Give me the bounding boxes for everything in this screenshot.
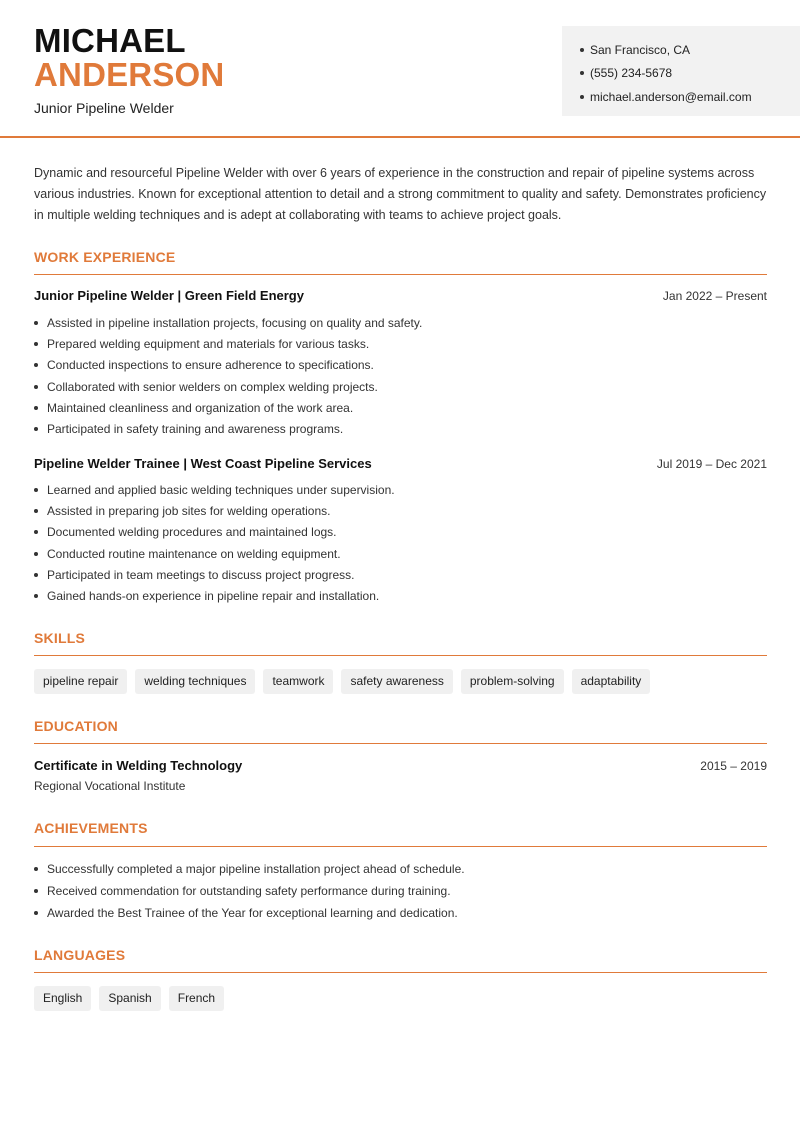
- bullet-icon: [34, 406, 38, 410]
- bullet-icon: [34, 385, 38, 389]
- contact-email-text: michael.anderson@email.com: [590, 89, 752, 104]
- achievements-heading: ACHIEVEMENTS: [34, 820, 148, 836]
- list-item: [34, 418, 767, 439]
- list-item-text: Documented welding procedures and maintained logs.: [47, 525, 337, 540]
- contact-location: [580, 38, 800, 62]
- skill-chip: adaptability: [572, 669, 651, 694]
- contact-box: [562, 26, 800, 116]
- skills-heading: SKILLS: [34, 630, 85, 646]
- education-entry-header: [34, 758, 767, 773]
- education-dates: 2015 – 2019: [700, 758, 767, 773]
- list-item: [34, 355, 767, 376]
- section-divider: [34, 743, 767, 744]
- degree-title: Certificate in Welding Technology: [34, 758, 243, 773]
- job-entry-1-bullets: [34, 312, 767, 440]
- bullet-icon: [34, 594, 38, 598]
- bullet-icon: [580, 48, 584, 52]
- list-item: [34, 564, 767, 585]
- language-chip: English: [34, 986, 91, 1011]
- list-item-text: Assisted in pipeline installation projects, focusing on quality and safety.: [47, 315, 423, 330]
- list-item-text: Participated in team meetings to discuss project progress.: [47, 567, 355, 582]
- list-item: [34, 479, 767, 500]
- work-experience-heading: WORK EXPERIENCE: [34, 249, 176, 265]
- list-item-text: Received commendation for outstanding safety performance during training.: [47, 884, 451, 898]
- school-name: Regional Vocational Institute: [34, 779, 186, 793]
- list-item: [34, 902, 767, 924]
- job-title: Junior Pipeline Welder: [34, 100, 174, 116]
- list-item-text: Successfully completed a major pipeline installation project ahead of schedule.: [47, 862, 465, 876]
- languages-heading: LANGUAGES: [34, 947, 126, 963]
- language-chip: French: [169, 986, 224, 1011]
- job-entry-1-header: [34, 288, 767, 303]
- skill-chip: problem-solving: [461, 669, 564, 694]
- skill-chip: pipeline repair: [34, 669, 127, 694]
- bullet-icon: [34, 889, 38, 893]
- last-name: ANDERSON: [34, 56, 225, 93]
- resume-header: [0, 0, 800, 138]
- section-divider: [34, 274, 767, 275]
- job-role: Pipeline Welder Trainee | West Coast Pipeline Services: [34, 456, 372, 471]
- list-item-text: Gained hands-on experience in pipeline repair and installation.: [47, 589, 380, 604]
- job-entry-2-header: [34, 456, 767, 471]
- list-item: [34, 522, 767, 543]
- languages-list: [34, 986, 224, 1011]
- bullet-icon: [580, 95, 584, 99]
- education-heading: EDUCATION: [34, 718, 118, 734]
- list-item: [34, 312, 767, 333]
- list-item-text: Participated in safety training and awareness programs.: [47, 422, 344, 437]
- list-item-text: Assisted in preparing job sites for welding operations.: [47, 503, 331, 518]
- section-divider: [34, 846, 767, 847]
- job-role: Junior Pipeline Welder | Green Field Energy: [34, 288, 304, 303]
- contact-phone: [580, 62, 800, 86]
- bullet-icon: [34, 867, 38, 871]
- bullet-icon: [34, 509, 38, 513]
- list-item-text: Collaborated with senior welders on complex welding projects.: [47, 379, 378, 394]
- bullet-icon: [580, 71, 584, 75]
- list-item: [34, 500, 767, 521]
- bullet-icon: [34, 427, 38, 431]
- list-item: [34, 585, 767, 606]
- list-item: [34, 880, 767, 902]
- language-chip: Spanish: [99, 986, 160, 1011]
- job-dates: Jan 2022 – Present: [662, 288, 767, 303]
- first-name: MICHAEL: [34, 22, 186, 59]
- skill-chip: safety awareness: [341, 669, 452, 694]
- list-item: [34, 397, 767, 418]
- list-item: [34, 858, 767, 880]
- bullet-icon: [34, 530, 38, 534]
- list-item-text: Conducted routine maintenance on welding equipment.: [47, 546, 341, 561]
- summary: Dynamic and resourceful Pipeline Welder with over 6 years of experience in the construction and repair of pipeline systems across various industries. Known for exceptional attention to detail and a strong commitment to quality and safety. Demonstrates proficiency in multiple welding techniques and is adept at collaborating with teams to achieve project goals.: [34, 166, 767, 222]
- bullet-icon: [34, 911, 38, 915]
- contact-email: [580, 85, 800, 109]
- list-item-text: Awarded the Best Trainee of the Year for exceptional learning and dedication.: [47, 906, 458, 920]
- skills-list: [34, 669, 650, 694]
- contact-phone-text: (555) 234-5678: [590, 66, 673, 81]
- job-dates: Jul 2019 – Dec 2021: [656, 456, 767, 471]
- contact-location-text: San Francisco, CA: [590, 42, 691, 57]
- skill-chip: teamwork: [263, 669, 333, 694]
- skill-chip: welding techniques: [135, 669, 255, 694]
- bullet-icon: [34, 552, 38, 556]
- list-item-text: Prepared welding equipment and materials for various tasks.: [47, 336, 370, 351]
- list-item-text: Maintained cleanliness and organization of the work area.: [47, 400, 354, 415]
- section-divider: [34, 972, 767, 973]
- list-item-text: Conducted inspections to ensure adherence to specifications.: [47, 358, 374, 373]
- list-item-text: Learned and applied basic welding techniques under supervision.: [47, 482, 395, 497]
- list-item: [34, 333, 767, 354]
- section-divider: [34, 655, 767, 656]
- bullet-icon: [34, 488, 38, 492]
- bullet-icon: [34, 342, 38, 346]
- bullet-icon: [34, 321, 38, 325]
- bullet-icon: [34, 363, 38, 367]
- bullet-icon: [34, 573, 38, 577]
- achievements-list: [34, 858, 767, 924]
- list-item: [34, 376, 767, 397]
- job-entry-2-bullets: [34, 479, 767, 607]
- list-item: [34, 543, 767, 564]
